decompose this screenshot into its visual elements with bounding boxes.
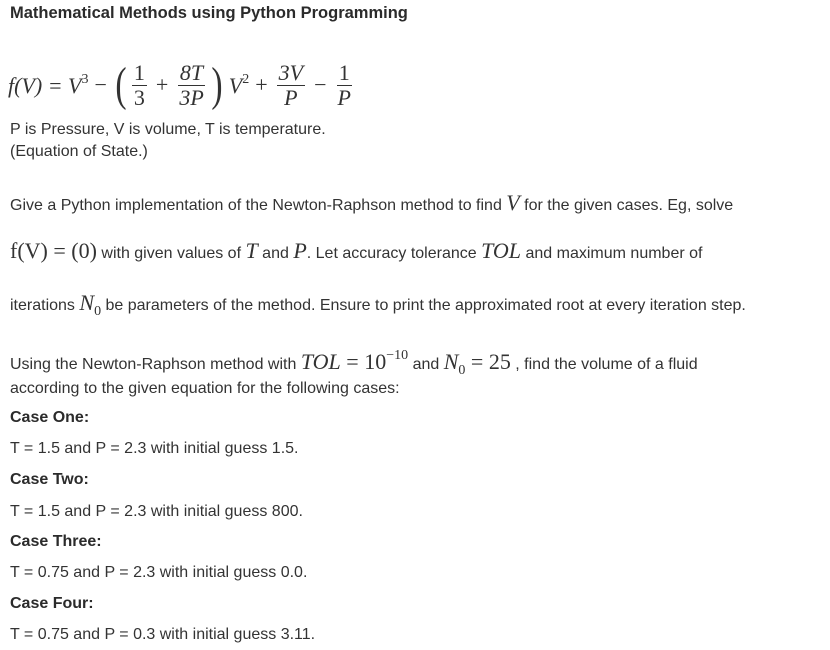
eq-plus-1: + (155, 72, 169, 97)
case-four-heading: Case Four: (10, 595, 94, 612)
page-title: Mathematical Methods using Python Programming (10, 4, 408, 22)
case-one-text: T = 1.5 and P = 2.3 with initial guess 1.5. (10, 440, 299, 457)
task-line-3: iterations $N_0$ be parameters of the method. Ensure to print the approximated root at every iteration step. (10, 290, 746, 319)
equation-of-state (8, 55, 356, 115)
using-line-1: Using the Newton-Raphson method with TOL = $10^{-10}$ and $N_0 = 25$ , find the volume of a fluid (10, 348, 698, 378)
definitions-line-1: P is Pressure, V is volume, T is temperature. (10, 121, 326, 138)
task-line-1: Give a Python implementation of the Newton-Raphson method to find V for the given cases. Eg, solve (10, 190, 734, 215)
eq-frac-4: $\frac{1}{P}$ (337, 59, 351, 110)
eq-frac-1: $\frac{1}{3}$ (133, 59, 145, 110)
eq-minus-1: − (94, 72, 107, 97)
definitions-line-2: (Equation of State.) (10, 143, 148, 160)
eq-frac-3: $\frac{3V}{P}$ (278, 59, 304, 110)
eq-lhs: $f(V) = V^3$ (8, 71, 89, 98)
case-four-text: T = 0.75 and P = 0.3 with initial guess 3.11. (10, 626, 316, 643)
eq-plus-2: + (255, 72, 268, 97)
eq-left-paren: ( (115, 58, 127, 111)
case-two-text: T = 1.5 and P = 2.3 with initial guess 800. (10, 503, 303, 520)
case-one-heading: Case One: (10, 409, 90, 426)
task-line-2: f(V) = (0) with given values of T and P. Let accuracy tolerance TOL and maximum number of (10, 238, 703, 263)
case-three-heading: Case Three: (10, 533, 102, 550)
eq-right-paren: ) (211, 58, 223, 111)
using-line-2: according to the given equation for the following cases: (10, 380, 400, 397)
eq-v-squared: $V^2$ (228, 71, 250, 98)
eq-frac-2: $\frac{8T}{3P}$ (179, 59, 204, 110)
eq-minus-2: − (314, 72, 327, 97)
case-two-heading: Case Two: (10, 471, 89, 488)
case-three-text: T = 0.75 and P = 2.3 with initial guess 0.0. (10, 564, 308, 581)
